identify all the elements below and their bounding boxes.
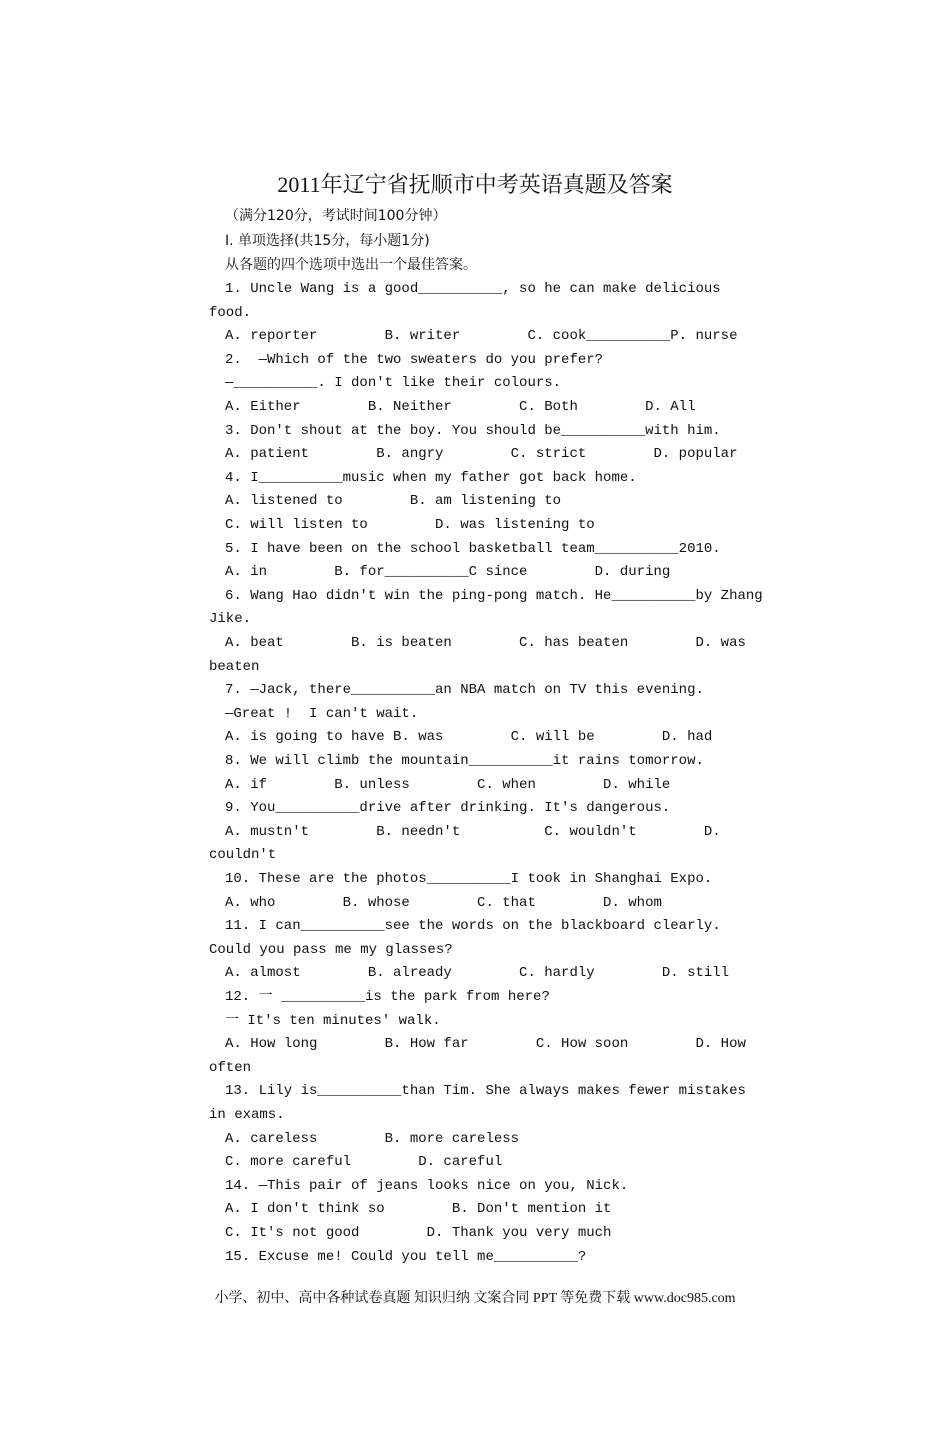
question-line: 3. Don't shout at the boy. You should be__________with him. [225,423,721,439]
question-line: A. mustn't B. needn't C. wouldn't D. [225,824,721,840]
document-title: 2011年辽宁省抚顺市中考英语真题及答案 [277,172,673,197]
question-line: A. is going to have B. was C. will be D. had [225,729,713,745]
question-line: A. if B. unless C. when D. while [225,777,671,793]
question-line: food. [209,305,252,321]
question-line: C. It's not good D. Thank you very much [225,1225,612,1241]
question-line: 9. You__________drive after drinking. It's dangerous. [225,800,671,816]
question-line: A. who B. whose C. that D. whom [225,895,662,911]
question-line: —Great ! I can't wait. [225,706,419,722]
question-line: 10. These are the photos__________I took in Shanghai Expo. [225,871,713,887]
question-line: 5. I have been on the school basketball team__________2010. [225,541,721,557]
question-line: A. reporter B. writer C. cook__________P. nurse [225,328,738,344]
question-line: A. listened to B. am listening to [225,493,562,509]
question-line: 14. —This pair of jeans looks nice on you, Nick. [225,1178,629,1194]
question-line: A. patient B. angry C. strict D. popular [225,446,738,462]
question-line: 1. Uncle Wang is a good__________, so he can make delicious [225,281,721,297]
question-line: A. I don't think so B. Don't mention it [225,1201,612,1217]
question-line: A. careless B. more careless [225,1131,520,1147]
question-line: C. will listen to D. was listening to [225,517,595,533]
question-line: 2. —Which of the two sweaters do you prefer? [225,352,604,368]
question-line: couldn't [209,847,277,863]
question-line: 7. —Jack, there__________an NBA match on TV this evening. [225,682,704,698]
question-line: 4. I__________music when my father got back home. [225,470,637,486]
footer-text: 小学、初中、高中各种试卷真题 知识归纳 文案合同 PPT 等免费下载 www.doc985.com [214,1291,736,1306]
question-line: beaten [209,659,260,675]
section-instruction: 从各题的四个选项中选出一个最佳答案。 [225,257,477,273]
question-line: in exams. [209,1107,285,1123]
question-line: 12. 一 __________is the park from here? [225,989,550,1005]
question-line: A. How long B. How far C. How soon D. How [225,1036,746,1052]
question-line: A. beat B. is beaten C. has beaten D. was [225,635,746,651]
question-line: 一 It's ten minutes' walk. [225,1013,441,1029]
question-line: —__________. I don't like their colours. [225,375,562,391]
question-line: 8. We will climb the mountain__________it rains tomorrow. [225,753,704,769]
question-line: C. more careful D. careful [225,1154,503,1170]
question-line: A. in B. for__________C since D. during [225,564,671,580]
question-line: 15. Excuse me! Could you tell me__________? [225,1249,587,1265]
section-heading: I. 单项选择(共15分，每小题1分) [225,233,430,249]
question-line: A. Either B. Neither C. Both D. All [225,399,696,415]
question-line: often [209,1060,252,1076]
exam-info: （满分120分，考试时间100分钟） [225,208,447,224]
question-line: 13. Lily is__________than Tim. She always makes fewer mistakes [225,1083,746,1099]
question-line: Jike. [209,611,252,627]
question-line: A. almost B. already C. hardly D. still [225,965,730,981]
question-line: 11. I can__________see the words on the blackboard clearly. [225,918,721,934]
question-line: Could you pass me my glasses? [209,942,453,958]
question-line: 6. Wang Hao didn't win the ping-pong match. He__________by Zhang [225,588,763,604]
